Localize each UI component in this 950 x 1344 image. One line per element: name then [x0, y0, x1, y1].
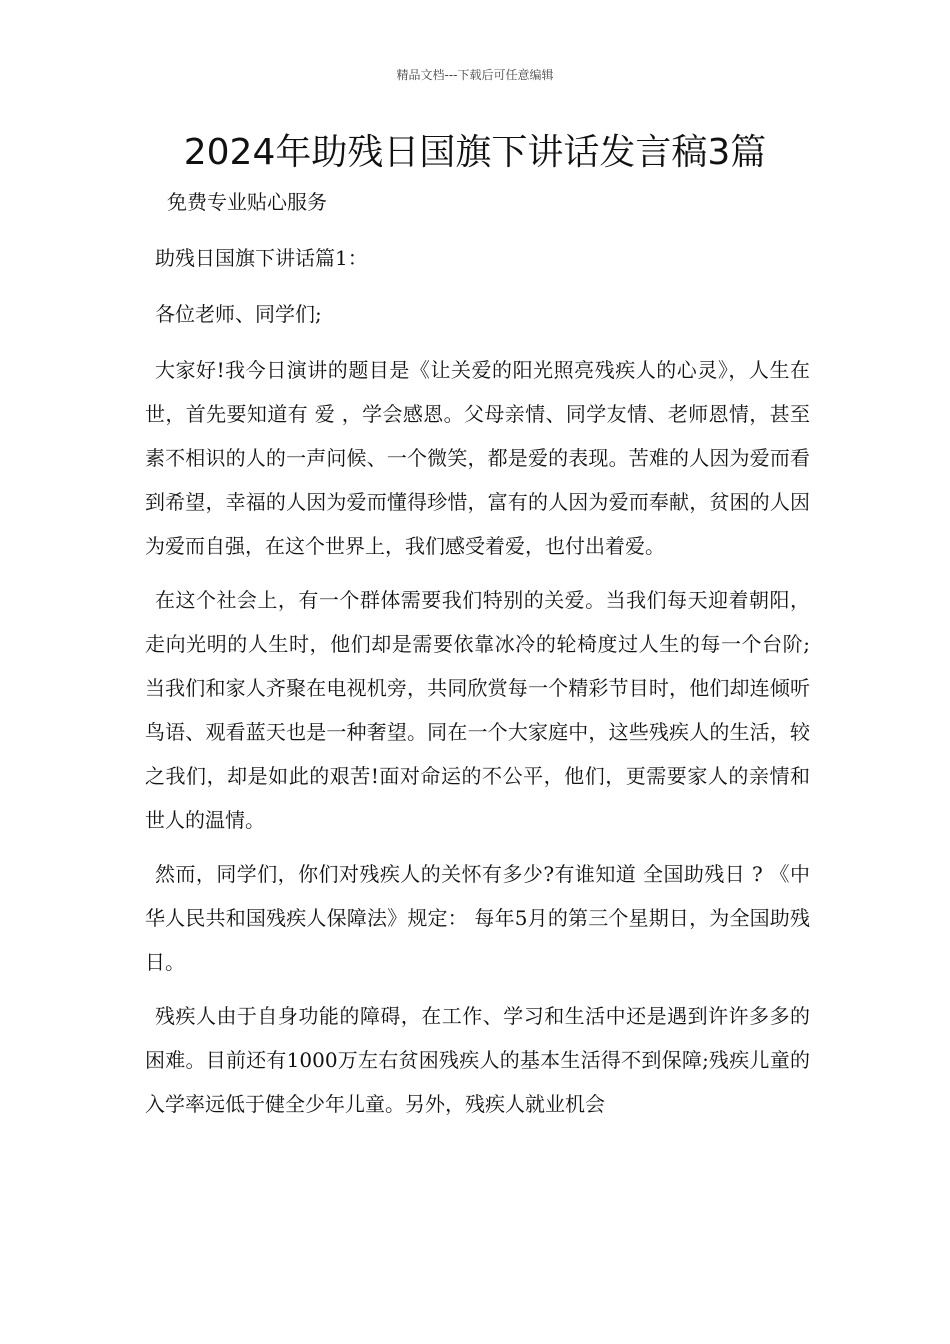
paragraph: 大家好!我今日演讲的题目是《让关爱的阳光照亮残疾人的心灵》，人生在世，首先要知道有 爱 ，学会感恩。父母亲情、同学友情、老师恩情，甚至素不相识的人的一声问候、一个微笑，都是爱的表现。苦难的人因为爱而看到希望，幸福的人因为爱而懂得珍惜，富有的人因为爱而奉献，贫困的人因为爱而自强，在这个世界上，我们感受着爱，也付出着爱。 — [145, 358, 810, 558]
paragraph: 然而，同学们，你们对残疾人的关怀有多少?有谁知道 全国助残日 ? 《中华人民共和国残疾人保障法》规定： 每年5月的第三个星期日，为全国助残日。 — [145, 862, 810, 974]
section-heading: 助残日国旗下讲话篇1： — [155, 246, 368, 270]
salutation: 各位老师、同学们; — [155, 302, 322, 326]
paragraph: 残疾人由于自身功能的障碍，在工作、学习和生活中还是遇到许许多多的困难。目前还有1000万左右贫困残疾人的基本生活得不到保障;残疾儿童的入学率远低于健全少年儿童。另外，残疾人就业机会 — [145, 1004, 810, 1116]
paragraph: 在这个社会上，有一个群体需要我们特别的关爱。当我们每天迎着朝阳，走向光明的人生时，他们却是需要依靠冰冷的轮椅度过人生的每一个台阶;当我们和家人齐聚在电视机旁，共同欣赏每一个精彩节目时，他们却连倾听鸟语、观看蓝天也是一种奢望。同在一个大家庭中，这些残疾人的生活，较之我们，却是如此的艰苦!面对命运的不公平，他们，更需要家人的亲情和世人的温情。 — [145, 588, 810, 832]
document-subtitle: 免费专业贴心服务 — [167, 190, 327, 214]
document-body — [145, 180, 810, 1136]
page-title: 2024年助残日国旗下讲话发言稿3篇 — [183, 132, 767, 173]
header-note: 精品文档---下载后可任意编辑 — [396, 68, 554, 82]
